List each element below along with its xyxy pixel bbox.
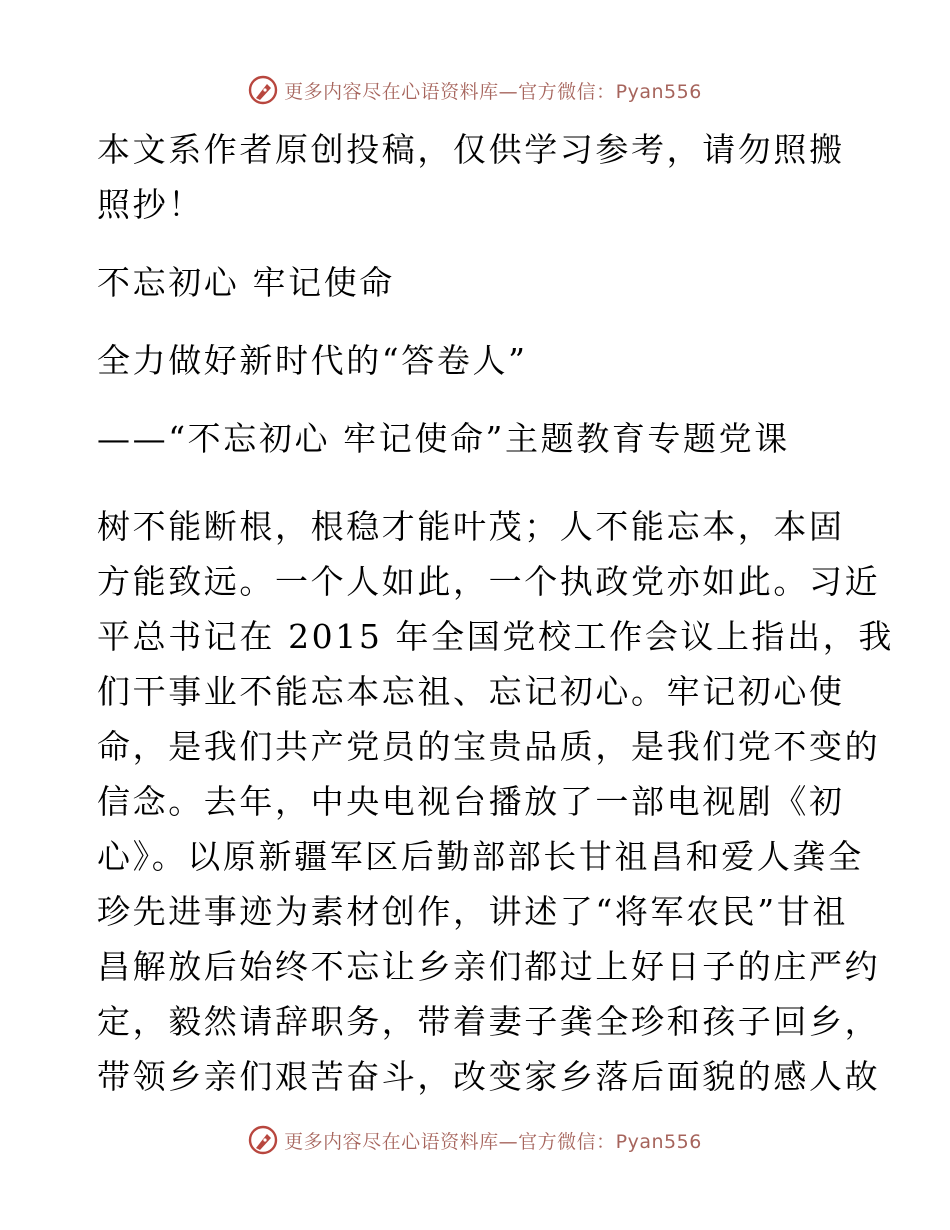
body-line: 心》。以原新疆军区后勤部部长甘祖昌和爱人龚全 [97, 837, 864, 876]
body-line: 平总书记在 2015 年全国党校工作会议上指出，我 [97, 617, 894, 656]
body-line: 方能致远。一个人如此，一个执政党亦如此。习近 [97, 562, 881, 601]
body-line: 昌解放后始终不忘让乡亲们都过上好日子的庄严约 [97, 947, 881, 986]
notice-line-2: 照抄！ [97, 185, 204, 224]
body-line: 们干事业不能忘本忘祖、忘记初心。牢记初心使 [97, 672, 845, 711]
watermark-text: 更多内容尽在心语资料库—官方微信：Pyan556 [284, 1130, 702, 1153]
title-line-1: 不忘初心 牢记使命 [97, 263, 395, 302]
title-line-2: 全力做好新时代的“答卷人” [97, 341, 528, 380]
document-body [97, 122, 894, 1104]
body-line: 树不能断根，根稳才能叶茂；人不能忘本，本固 [97, 507, 845, 546]
body-line: 定，毅然请辞职务，带着妻子龚全珍和孩子回乡， [97, 1002, 881, 1041]
watermark-text: 更多内容尽在心语资料库—官方微信：Pyan556 [284, 80, 702, 103]
header-watermark [0, 70, 950, 110]
subtitle: ——“不忘初心 牢记使命”主题教育专题党课 [97, 419, 790, 458]
body-line: 信念。去年，中央电视台播放了一部电视剧《初 [97, 782, 845, 821]
body-line: 带领乡亲们艰苦奋斗，改变家乡落后面貌的感人故 [97, 1057, 881, 1096]
body-line: 珍先进事迹为素材创作，讲述了“将军农民”甘祖 [97, 892, 848, 931]
pen-nib-logo-icon [248, 1125, 278, 1155]
body-paragraph [97, 499, 894, 1104]
pen-nib-logo-icon [248, 75, 278, 105]
footer-watermark [0, 1120, 950, 1160]
notice-line-1: 本文系作者原创投稿，仅供学习参考，请勿照搬 [97, 130, 845, 169]
body-line: 命，是我们共产党员的宝贵品质，是我们党不变的 [97, 727, 881, 766]
